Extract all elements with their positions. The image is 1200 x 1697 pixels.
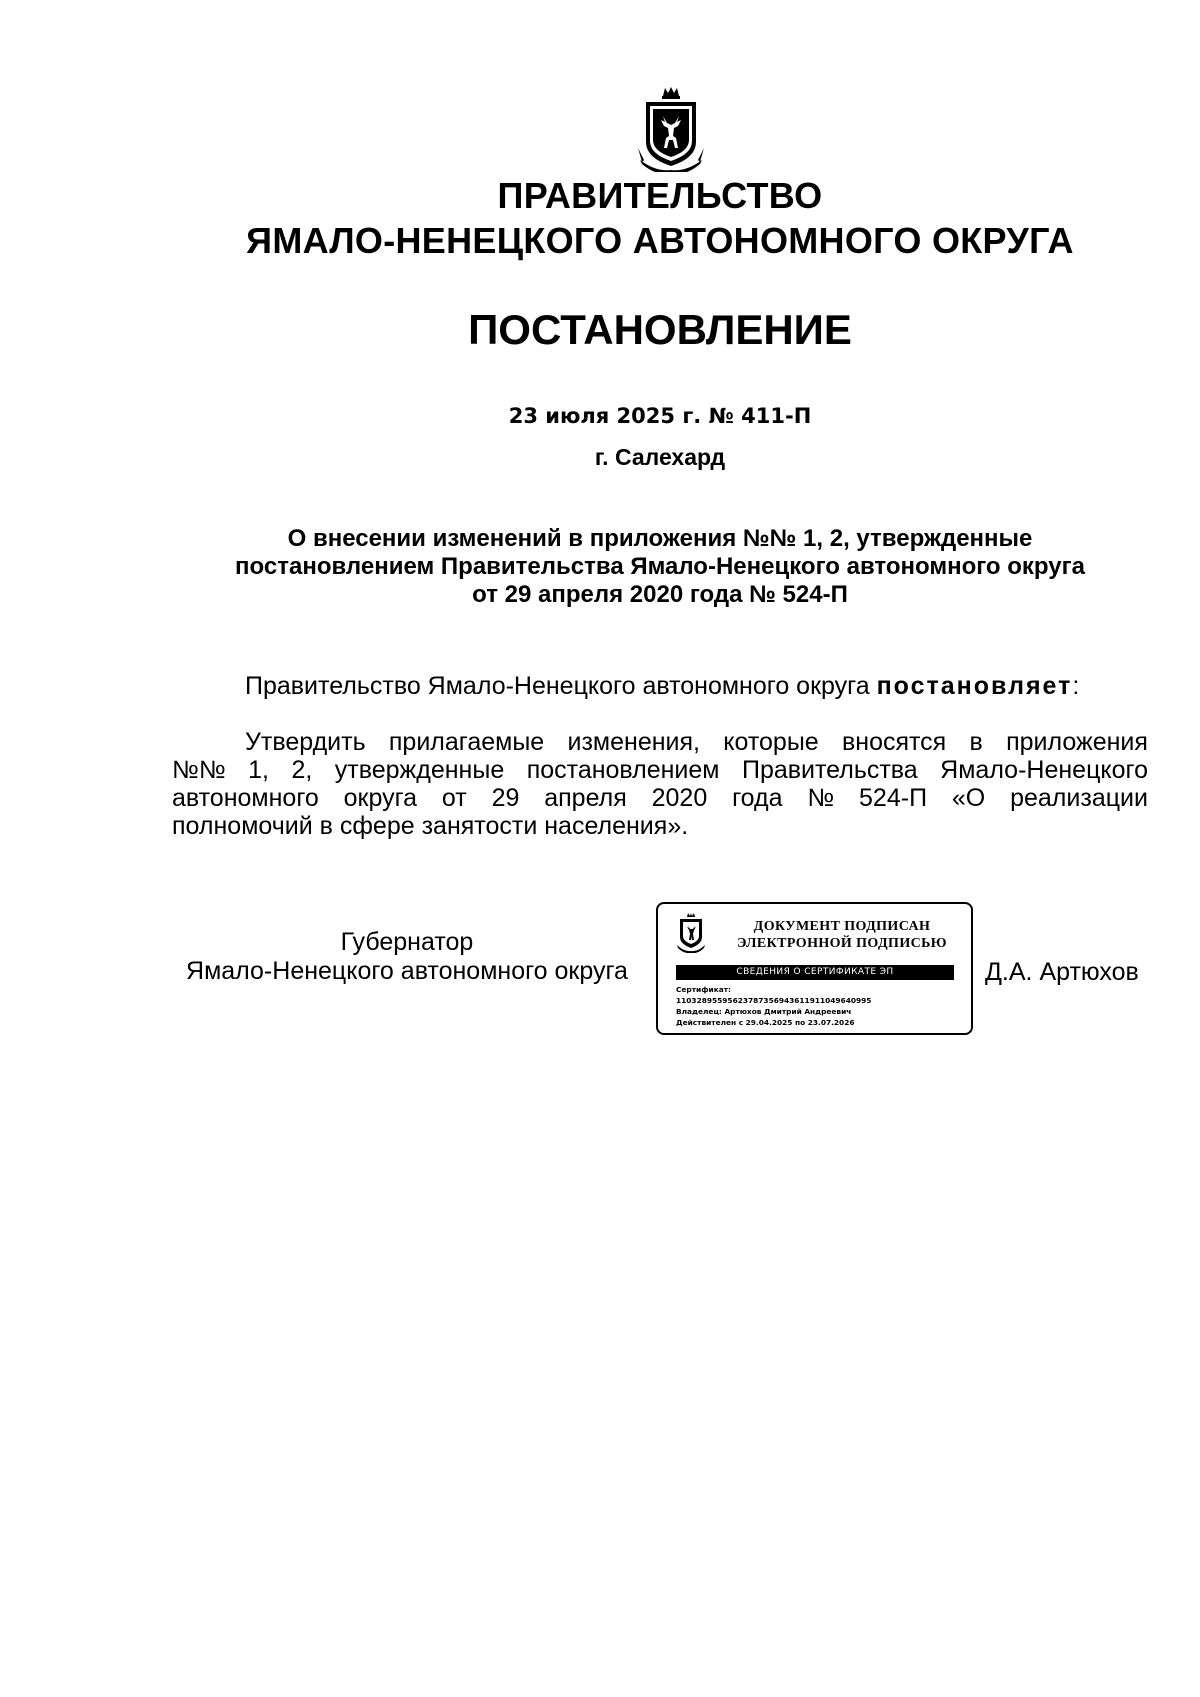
signatory-organization: Ямало-Ненецкого автономного округа xyxy=(186,957,628,985)
body-word: которые xyxy=(723,728,819,756)
subject-line: постановлением Правительства Ямало-Ненецкого автономного округа xyxy=(235,553,1085,580)
coat-of-arms-icon xyxy=(636,86,706,172)
document-type-heading: ПОСТАНОВЛЕНИЕ xyxy=(468,306,852,353)
resolution-body xyxy=(172,728,1148,840)
body-word: округа xyxy=(343,784,418,812)
stamp-title-line: ЭЛЕКТРОННОЙ ПОДПИСЬЮ xyxy=(737,936,947,951)
preamble-text: Правительство Ямало-Ненецкого автономного округа xyxy=(245,672,877,700)
body-word: 524-П xyxy=(859,784,928,812)
certificate-number: 11032895595623787356943611911049640995 xyxy=(676,996,872,1005)
body-line xyxy=(172,728,1148,756)
body-word: 2, xyxy=(291,756,313,784)
body-word: приложения xyxy=(1006,728,1148,756)
document-subject xyxy=(160,525,1160,609)
certificate-label: Сертификат: xyxy=(676,985,731,994)
signatory-title: Губернатор xyxy=(340,928,474,956)
body-word: прилагаемые xyxy=(388,728,545,756)
body-word: Правительства xyxy=(741,756,918,784)
body-word: №№ xyxy=(172,756,226,784)
certificate-validity: Действителен с 29.04.2025 по 23.07.2026 xyxy=(676,1018,855,1027)
body-word: года xyxy=(732,784,783,812)
signatory-position xyxy=(172,928,642,986)
body-word: постановлением xyxy=(526,756,720,784)
body-line xyxy=(172,784,1148,812)
body-word: от xyxy=(441,784,467,812)
stamp-coat-of-arms-icon xyxy=(676,913,706,953)
government-title: ПРАВИТЕЛЬСТВО xyxy=(497,175,823,216)
preamble-punct: : xyxy=(1072,672,1080,700)
body-word: утвержденные xyxy=(334,756,505,784)
stamp-title-line: ДОКУМЕНТ ПОДПИСАН xyxy=(753,919,931,934)
body-word: реализации xyxy=(1010,784,1148,812)
body-word: Утвердить xyxy=(245,728,366,756)
body-word: автономного xyxy=(172,784,319,812)
body-word: изменения, xyxy=(567,728,700,756)
subject-line: от 29 апреля 2020 года № 524-П xyxy=(472,581,848,608)
body-word: в xyxy=(969,728,983,756)
body-word: Ямало-Ненецкого xyxy=(940,756,1148,784)
body-line: полномочий в сфере занятости населения». xyxy=(172,812,689,840)
certificate-info-bar: СВЕДЕНИЯ О СЕРТИФИКАТЕ ЭП xyxy=(676,965,954,980)
body-word: вносятся xyxy=(841,728,947,756)
body-word: «О xyxy=(951,784,986,812)
preamble xyxy=(245,671,1079,701)
stamp-title xyxy=(722,918,962,952)
body-word: 29 xyxy=(491,784,520,812)
body-line xyxy=(172,756,1148,784)
certificate-owner: Владелец: Артюхов Дмитрий Андреевич xyxy=(676,1007,852,1016)
document-city: г. Салехард xyxy=(594,444,726,470)
subject-line: О внесении изменений в приложения №№ 1, 2, утвержденные xyxy=(287,525,1033,552)
document-date-number: 23 июля 2025 г. № 411-П xyxy=(508,404,812,428)
government-region-title: ЯМАЛО-НЕНЕЦКОГО АВТОНОМНОГО ОКРУГА xyxy=(246,220,1074,261)
body-word: апреля xyxy=(544,784,627,812)
body-word: 1, xyxy=(248,756,269,784)
preamble-verb: постановляет xyxy=(876,672,1073,700)
body-word: № xyxy=(807,784,835,812)
signer-name: Д.А. Артюхов xyxy=(985,958,1139,986)
electronic-signature-stamp xyxy=(656,902,973,1035)
certificate-details xyxy=(676,984,961,1028)
body-word: 2020 xyxy=(651,784,708,812)
